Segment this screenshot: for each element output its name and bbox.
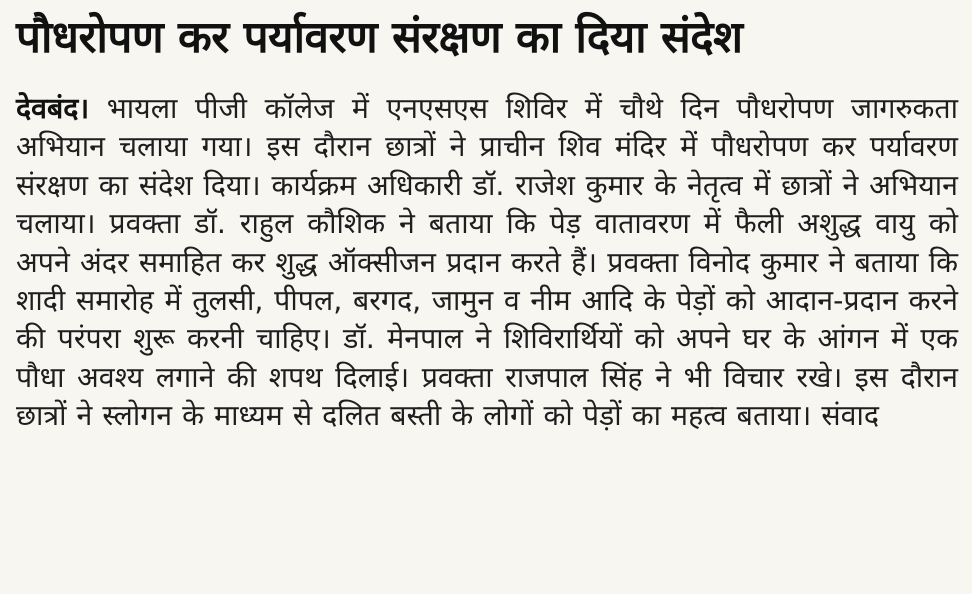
article-body (16, 90, 958, 436)
article-byline: संवाद (821, 399, 879, 433)
article-headline: पौधरोपण कर पर्यावरण संरक्षण का दिया संदेश (16, 12, 743, 63)
article-body-text: भायला पीजी कॉलेज में एनएसएस शिविर में चौथे दिन पौधरोपण जागरुकता अभियान चलाया गया। इस दौरान छात्रों ने प्राचीन शिव मंदिर में पौधरोपण कर पर्यावरण संरक्षण का संदेश दिया। कार्यक्रम अधिकारी डॉ. राजेश कुमार के नेतृत्व में छात्रों ने अभियान चलाया। प्रवक्ता डॉ. राहुल कौशिक ने बताया कि पेड़ वातावरण में फैली अशुद्ध वायु को अपने अंदर समाहित कर शुद्ध ऑक्सीजन प्रदान करते हैं। प्रवक्ता विनोद कुमार ने बताया कि शादी समारोह में तुलसी, पीपल, बरगद, जामुन व नीम आदि के पेड़ों को आदान-प्रदान करने की परंपरा शुरू करनी चाहिए। डॉ. मेनपाल ने शिविरार्थियों को अपने घर के आंगन में एक पौधा अवश्य लगाने की शपथ दिलाई। प्रवक्ता राजपाल सिंह ने भी विचार रखे। इस दौरान छात्रों ने स्लोगन के माध्यम से दलित बस्ती के लोगों को पेड़ों का महत्व बताया। (16, 92, 959, 433)
article-dateline: देवबंद। (16, 92, 90, 125)
